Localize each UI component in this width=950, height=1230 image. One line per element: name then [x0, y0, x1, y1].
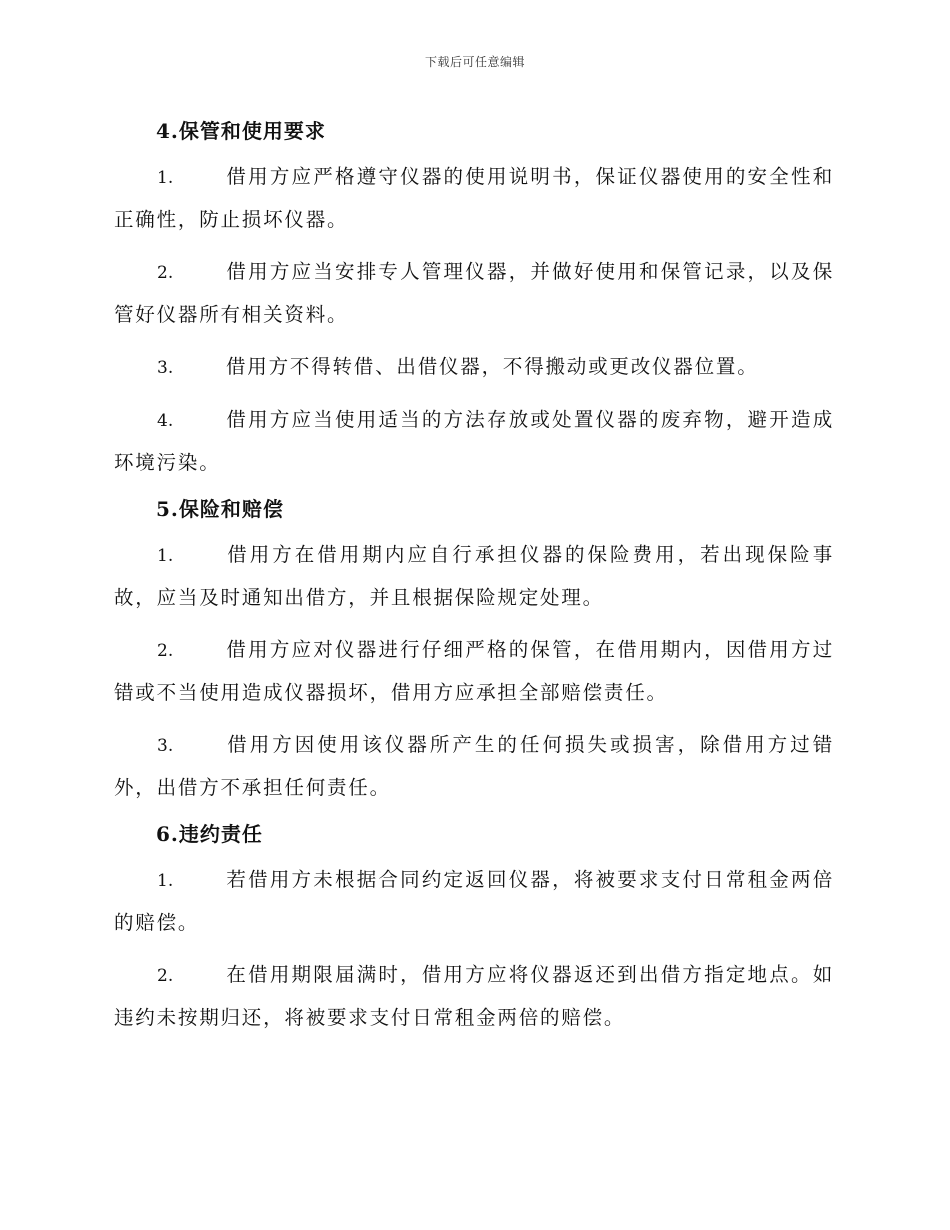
list-item [114, 954, 834, 1039]
document-body [114, 108, 834, 1049]
list-item [114, 346, 834, 389]
item-number: 1. [157, 168, 174, 188]
item-text: 借用方在借用期内应自行承担仪器的保险费用，若出现保险事故，应当及时通知出借方，并且根据保险规定处理。 [114, 543, 834, 609]
item-number: 4. [157, 411, 174, 431]
section-breach-liability [114, 819, 834, 1039]
section-heading: 5.保险和赔偿 [156, 497, 284, 521]
page-header: 下载后可任意编辑 [424, 55, 525, 69]
item-number: 2. [157, 966, 174, 986]
item-number: 2. [157, 641, 174, 661]
section-insurance-compensation [114, 494, 834, 809]
list-item [114, 399, 834, 484]
list-item [114, 859, 834, 944]
list-item [114, 251, 834, 336]
item-text: 借用方应当使用适当的方法存放或处置仪器的废弃物，避开造成环境污染。 [114, 408, 834, 474]
section-heading: 6.违约责任 [156, 822, 263, 846]
section-storage-use [114, 116, 834, 484]
item-number: 3. [157, 736, 174, 756]
item-text: 若借用方未根据合同约定返回仪器，将被要求支付日常租金两倍的赔偿。 [114, 868, 834, 934]
section-heading: 4.保管和使用要求 [156, 119, 326, 143]
list-item [114, 724, 834, 809]
item-text: 借用方应当安排专人管理仪器，并做好使用和保管记录，以及保管好仪器所有相关资料。 [114, 260, 834, 326]
item-text: 在借用期限届满时，借用方应将仪器返还到出借方指定地点。如违约未按期归还，将被要求支付日常租金两倍的赔偿。 [114, 963, 834, 1029]
item-number: 3. [157, 358, 174, 378]
list-item [114, 629, 834, 714]
list-item [114, 156, 834, 241]
item-text: 借用方不得转借、出借仪器，不得搬动或更改仪器位置。 [226, 355, 759, 378]
list-item [114, 534, 834, 619]
item-number: 1. [157, 871, 174, 891]
item-text: 借用方应对仪器进行仔细严格的保管，在借用期内，因借用方过错或不当使用造成仪器损坏，借用方应承担全部赔偿责任。 [114, 638, 834, 704]
item-text: 借用方应严格遵守仪器的使用说明书，保证仪器使用的安全性和正确性，防止损坏仪器。 [114, 165, 834, 231]
item-text: 借用方因使用该仪器所产生的任何损失或损害，除借用方过错外，出借方不承担任何责任。 [114, 733, 834, 799]
item-number: 2. [157, 263, 174, 283]
item-number: 1. [157, 546, 174, 566]
